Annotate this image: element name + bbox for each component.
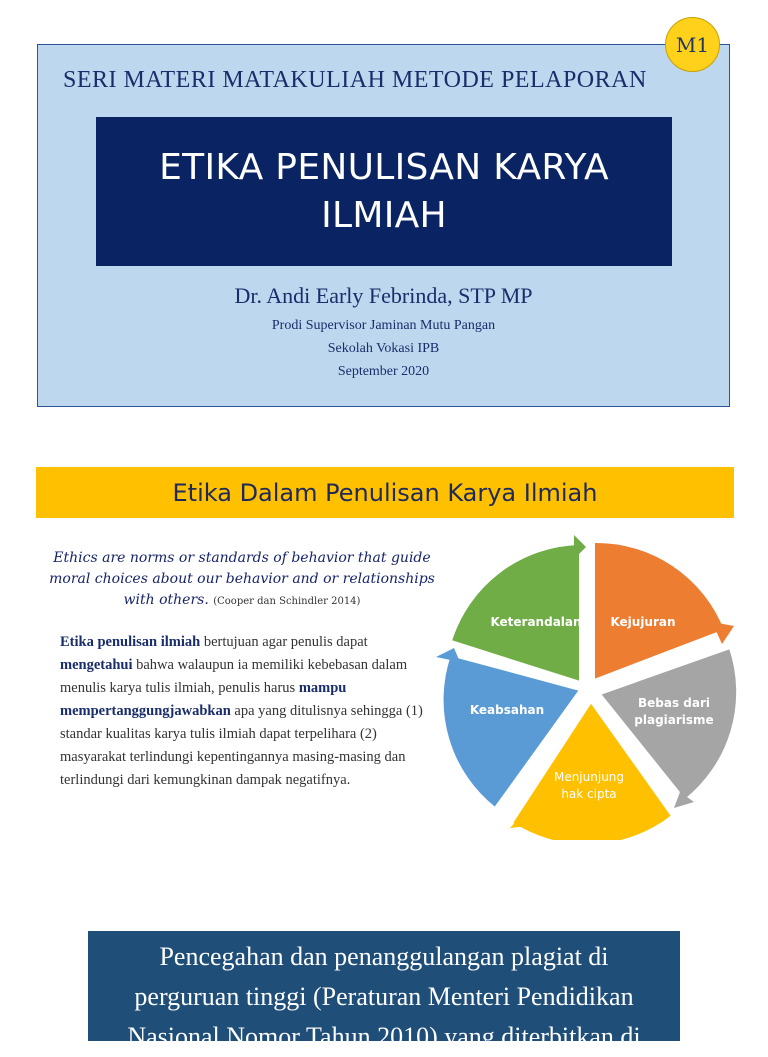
label-keabsahan: Keabsahan (469, 703, 545, 717)
affiliation-school: Sekolah Vokasi IPB (327, 341, 440, 356)
label-bebas-1: Bebas dari (637, 696, 711, 710)
quote-text: Ethics are norms or standards of behavior that guide moral choices about our behavior and or relationships with others. (49, 550, 435, 608)
prevention-line-1: Pencegahan dan penanggulangan plagiat di (159, 942, 609, 971)
slide-title (159, 144, 609, 240)
ethics-cycle-diagram (430, 530, 750, 840)
module-badge: M1 (665, 17, 720, 72)
ethics-quote (48, 548, 436, 612)
quote-citation: (Cooper dan Schindler 2014) (213, 596, 361, 607)
title-slide (37, 44, 730, 407)
section-title: Etika Dalam Penulisan Karya Ilmiah (36, 467, 734, 518)
prevention-slide (88, 931, 680, 1051)
label-keterandalan: Keterandalan (490, 615, 582, 629)
label-hakcipta-1: Menjunjung (553, 770, 625, 784)
ethics-paragraph (60, 631, 435, 792)
prevention-line-2: perguruan tinggi (Peraturan Menteri Pendidikan (134, 982, 634, 1011)
para-text-3: apa yang ditulisnya sehingga (1) standar kualitas karya tulis ilmiah dapat terpelihara (2) masyarakat terlindungi kepentingannya masing-masing dan terlindungi dari kemungkinan dampak negatifnya. (60, 703, 423, 788)
affiliation-program: Prodi Supervisor Jaminan Mutu Pangan (271, 318, 496, 333)
prevention-line-3: Nasional Nomor Tahun 2010) yang diterbitkan di (127, 1022, 641, 1051)
author-name: Dr. Andi Early Febrinda, STP MP (234, 283, 533, 308)
title-line-1: ETIKA PENULISAN KARYA (159, 146, 609, 188)
label-kejujuran: Kejujuran (610, 615, 676, 629)
para-bold-3: mampu mempertanggungjawabkan (60, 680, 347, 719)
para-text-2: bahwa walaupun ia memiliki kebebasan dalam menulis karya tulis ilmiah, penulis harus (60, 657, 408, 696)
para-bold-2: mengetahui (60, 657, 133, 673)
label-bebas-2: plagiarisme (634, 713, 714, 727)
prevention-text (88, 937, 680, 1057)
title-box (96, 117, 672, 266)
series-heading: SERI MATERI MATAKULIAH METODE PELAPORAN (63, 67, 647, 93)
label-hakcipta-2: hak cipta (561, 787, 617, 801)
para-bold-1: Etika penulisan ilmiah (60, 634, 201, 650)
para-text-1: bertujuan agar penulis dapat (200, 634, 368, 650)
presentation-date: September 2020 (337, 364, 430, 379)
title-line-2: ILMIAH (321, 194, 447, 236)
